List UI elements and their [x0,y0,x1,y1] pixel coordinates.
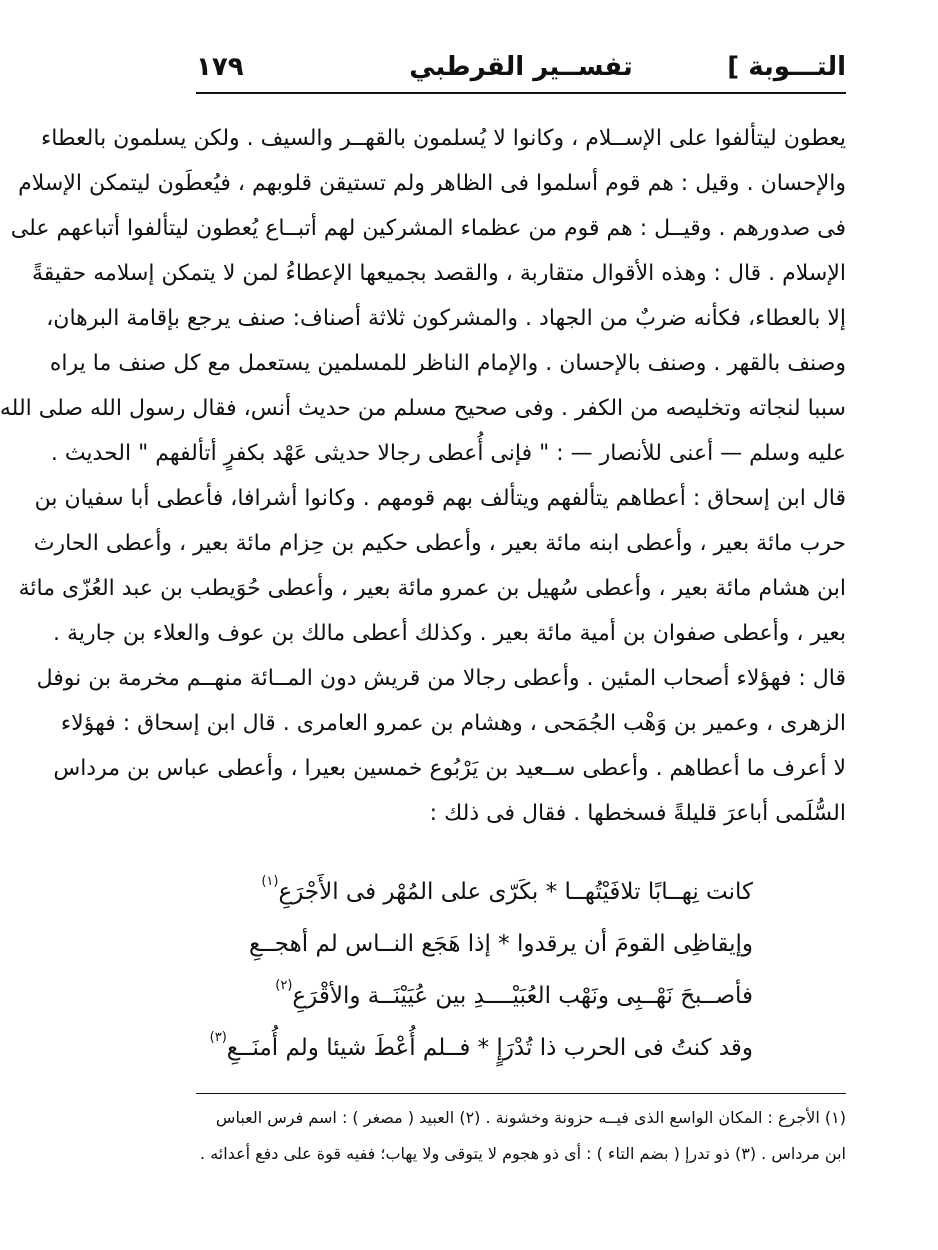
footnote-line: ابن مرداس . (٣) ذو تدرإ ( بضم التاء ) : أى ذو هجوم لا يتوقى ولا يهاب؛ ففيه قوة على دفع أعدائه . [200,1144,846,1163]
text-line: إلا بالعطاء، فكأنه ضربٌ من الجهاد . والمشركون ثلاثة أصناف: صنف يرجع بإقامة البرهان، [46,306,846,331]
footnote-ref: (٢) [275,978,293,993]
verse-line [275,970,753,1022]
text-line: ابن هشام مائة بعير ، وأعطى سُهيل بن عمرو مائة بعير ، وأعطى حُوَيطب بن عبد العُزّى مائة [18,576,846,601]
verse-text: كانت نِهــابًا تلافَيْتُهــا * بكَرّى على المُهْر فى الأَجْرَعِ [278,879,753,905]
text-line: فى صدورهم . وقيــل : هم قوم من عظماء المشركين لهم أتبــاع يُعطون ليتألفوا أتباعهم على [10,216,846,241]
surah-name: التـــوبة ] [727,52,846,82]
text-line: والإحسان . وقيل : هم قوم أسلموا فى الظاهر ولم تستيقن قلوبهم ، فيُعطَون ليتمكن الإسلام [18,171,846,196]
text-line: حرب مائة بعير ، وأعطى ابنه مائة بعير ، وأعطى حكيم بن حِزام مائة بعير ، وأعطى الحارث [33,531,846,556]
text-line: عليه وسلم — أعنى للأنصار — : " فإنى أُعطى رجالا حديثى عَهْد بكفرٍ أتألفهم " الحديث . [50,441,846,466]
verse-text: وقد كنتُ فى الحرب ذا تُدْرَإٍ * فــلم أُعْطَ شيئا ولم أُمنَــعِ [226,1035,753,1061]
footnote-ref: (١) [261,874,279,889]
verse-line [249,918,753,970]
text-line: يعطون ليتألفوا على الإســلام ، وكانوا لا يُسلمون بالقهــر والسيف . ولكن يسلمون بالعطاء [40,126,846,151]
text-line: سببا لنجاته وتخليصه من الكفر . وفى صحيح مسلم من حديث أنس، فقال رسول الله صلى الله [0,396,846,421]
text-line: قال : فهؤلاء أصحاب المئين . وأعطى رجالا من قريش دون المــائة منهــم مخرمة بن نوفل [36,666,846,691]
footnote-line: (١) الأجرع : المكان الواسع الذى فيــه حزونة وخشونة . (٢) العبيد ( مصغر ) : اسم فرس العباس [215,1108,846,1127]
book-title: تفســير القرطبي [409,52,633,82]
verse-line [261,866,753,918]
text-line: قال ابن إسحاق : أعطاهم يتألفهم ويتألف بهم قومهم . وكانوا أشرافا، فأعطى أبا سفيان بن [34,486,846,511]
page-header [196,46,846,94]
verse-line [209,1022,753,1074]
text-line: السُّلَمى أباعرَ قليلةً فسخطها . فقال فى ذلك : [429,801,846,826]
body-text [0,116,846,836]
text-line: بعير ، وأعطى صفوان بن أمية مائة بعير . وكذلك أعطى مالك بن عوف والعلاء بن جارية . [53,621,846,646]
text-line: وصنف بالقهر . وصنف بالإحسان . والإمام الناظر للمسلمين يستعمل مع كل صنف ما يراه [49,351,846,376]
verse-text: فأصــبحَ نَهْــبِى ونَهْب العُبَيْــــدِ بين عُيَيْنَــة والأقْرَعِ [292,983,753,1009]
footnote-ref: (٣) [209,1030,227,1045]
text-line: الزهرى ، وعمير بن وَهْب الجُمَحى ، وهشام بن عمرو العامرى . قال ابن إسحاق : فهؤلاء [60,711,846,736]
text-line: لا أعرف ما أعطاهم . وأعطى ســعيد بن يَرْبُوع خمسين بعيرا ، وأعطى عباس بن مرداس [53,756,846,781]
footnote-divider [196,1093,846,1094]
poem-verses [209,866,753,1074]
text-line: الإسلام . قال : وهذه الأقوال متقاربة ، والقصد بجميعها الإعطاءُ لمن لا يتمكن إسلامه حقيقةً [31,261,846,286]
footnotes [196,1100,846,1172]
verse-text: وإيقاظِى القومَ أن يرقدوا * إذا هَجَع النــاس لم أهجــعِ [249,931,753,957]
page-number: ١٧٩ [196,52,244,82]
